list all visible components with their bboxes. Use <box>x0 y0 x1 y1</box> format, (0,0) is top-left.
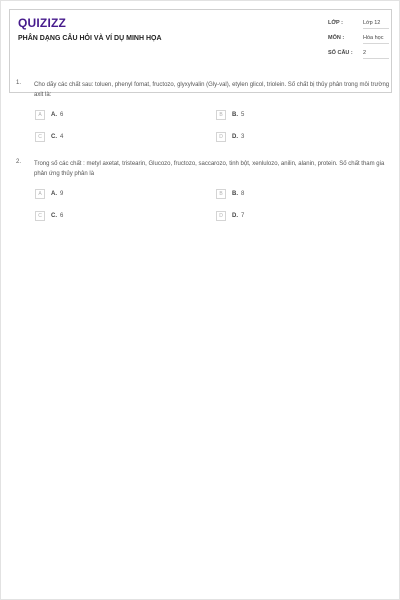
q1-option-a[interactable] <box>35 110 63 120</box>
question-count-label: SỐ CÂU : <box>328 50 353 56</box>
q2-option-c[interactable] <box>35 211 63 221</box>
option-letter: B. <box>232 191 238 197</box>
option-value: 9 <box>60 191 64 197</box>
q1-option-b[interactable] <box>216 110 244 120</box>
option-letter: B. <box>232 112 238 118</box>
option-box: C <box>35 132 45 142</box>
option-value: 5 <box>241 112 245 118</box>
option-value: 8 <box>241 191 245 197</box>
option-letter: C. <box>51 134 57 140</box>
q2-option-a[interactable] <box>35 189 63 199</box>
option-box: D <box>216 132 226 142</box>
document-title: PHÂN DẠNG CÂU HỎI VÀ VÍ DỤ MINH HỌA <box>18 35 162 42</box>
option-value: 6 <box>60 112 64 118</box>
option-box: C <box>35 211 45 221</box>
subject-value: Hóa học <box>363 35 389 44</box>
option-letter: D. <box>232 213 238 219</box>
option-box: A <box>35 110 45 120</box>
option-letter: A. <box>51 191 57 197</box>
subject-label: MÔN : <box>328 35 345 41</box>
q1-option-c[interactable] <box>35 132 63 142</box>
class-value: Lớp 12 <box>363 20 389 29</box>
option-value: 4 <box>60 134 64 140</box>
option-value: 3 <box>241 134 245 140</box>
q1-option-d[interactable] <box>216 132 244 142</box>
question-number: 1. <box>16 80 22 86</box>
class-label: LỚP : <box>328 20 343 26</box>
option-box: D <box>216 211 226 221</box>
q2-option-d[interactable] <box>216 211 244 221</box>
option-box: B <box>216 110 226 120</box>
option-value: 6 <box>60 213 64 219</box>
question-number: 2. <box>16 159 22 165</box>
option-letter: D. <box>232 134 238 140</box>
subject-row <box>328 35 389 44</box>
option-letter: C. <box>51 213 57 219</box>
class-row <box>328 20 389 29</box>
question-text: Cho dãy các chất sau: toluen, phenyl fomat, fructozo, glyxylvalin (Gly-val), etylen glicol, triolein. Số chất bị thủy phân trong môi trường axit là: <box>34 82 390 98</box>
question-text: Trong số các chất : metyl axetat, tristearin, Glucozo, fructozo, saccarozo, tinh bột, xenlulozo, anilin, alanin, protein. Số chất tham gia phản ứng thủy phân là <box>34 161 385 177</box>
option-letter: A. <box>51 112 57 118</box>
option-value: 7 <box>241 213 245 219</box>
q2-option-b[interactable] <box>216 189 244 199</box>
option-box: B <box>216 189 226 199</box>
quizizz-logo: QUIZIZZ <box>18 16 67 30</box>
question-count-row <box>328 50 389 59</box>
question-count-value: 2 <box>363 50 389 59</box>
option-box: A <box>35 189 45 199</box>
